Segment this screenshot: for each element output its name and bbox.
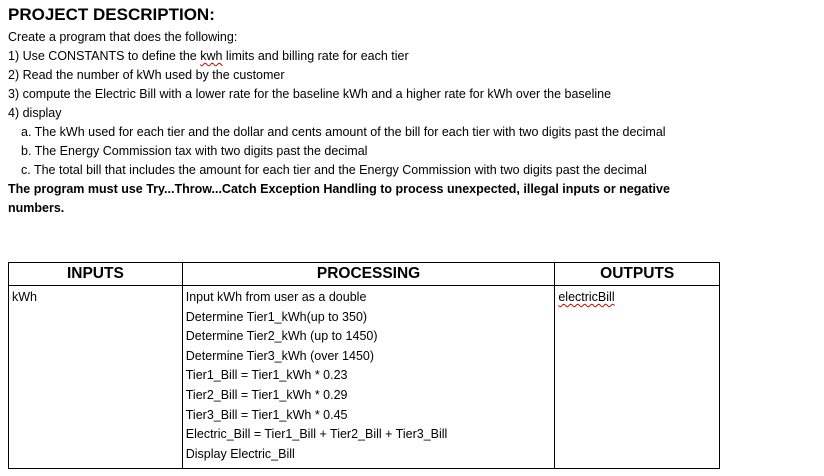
page-title: PROJECT DESCRIPTION: xyxy=(8,5,215,24)
ipo-header-row xyxy=(9,263,720,286)
ipo-table xyxy=(8,262,720,469)
requirement-line-1: The program must use Try...Throw...Catch Exception Handling to process unexpected, illegal inputs or negative xyxy=(8,182,670,196)
outputs-header: OUTPUTS xyxy=(555,263,720,286)
step-1-suffix: limits and billing rate for each tier xyxy=(222,49,409,63)
processing-step: Determine Tier3_kWh (over 1450) xyxy=(185,348,375,363)
processing-step: Electric_Bill = Tier1_Bill + Tier2_Bill + Tier3_Bill xyxy=(185,427,448,442)
processing-step: Tier1_Bill = Tier1_kWh * 0.23 xyxy=(185,368,348,383)
processing-step: Display Electric_Bill xyxy=(185,446,295,461)
step-1-prefix: 1) Use CONSTANTS to define the xyxy=(8,49,201,63)
inputs-header: INPUTS xyxy=(9,263,183,286)
processing-step: Determine Tier2_kWh (up to 1450) xyxy=(185,329,378,344)
output-item xyxy=(558,288,716,308)
requirement-line-2: numbers. xyxy=(8,201,65,215)
processing-header: PROCESSING xyxy=(182,263,555,286)
input-item: kWh xyxy=(12,290,37,304)
step-4a: a. The kWh used for each tier and the dollar and cents amount of the bill for each tier with two digits past the decimal xyxy=(21,125,666,139)
step-4b: b. The Energy Commission tax with two digits past the decimal xyxy=(21,144,368,158)
misspelled-word[interactable]: kwh xyxy=(200,49,223,63)
processing-step: Input kWh from user as a double xyxy=(185,290,367,304)
step-1 xyxy=(8,47,818,66)
processing-cell xyxy=(182,286,555,469)
ipo-body-row xyxy=(9,286,720,469)
step-2: 2) Read the number of kWh used by the customer xyxy=(8,68,285,82)
project-description xyxy=(8,4,818,461)
processing-step: Tier2_Bill = Tier1_kWh * 0.29 xyxy=(185,387,348,402)
misspelled-output[interactable]: electricBill xyxy=(558,290,615,304)
inputs-cell xyxy=(9,286,183,469)
processing-step: Tier3_Bill = Tier1_kWh * 0.45 xyxy=(185,407,348,422)
step-4: 4) display xyxy=(8,106,62,120)
outputs-cell xyxy=(555,286,720,469)
processing-step: Determine Tier1_kWh(up to 350) xyxy=(185,309,368,324)
step-3: 3) compute the Electric Bill with a lower rate for the baseline kWh and a higher rate for kWh over the baseline xyxy=(8,87,612,101)
step-4c: c. The total bill that includes the amount for each tier and the Energy Commission with two digits past the decimal xyxy=(21,163,647,177)
intro-line: Create a program that does the following: xyxy=(8,30,238,44)
